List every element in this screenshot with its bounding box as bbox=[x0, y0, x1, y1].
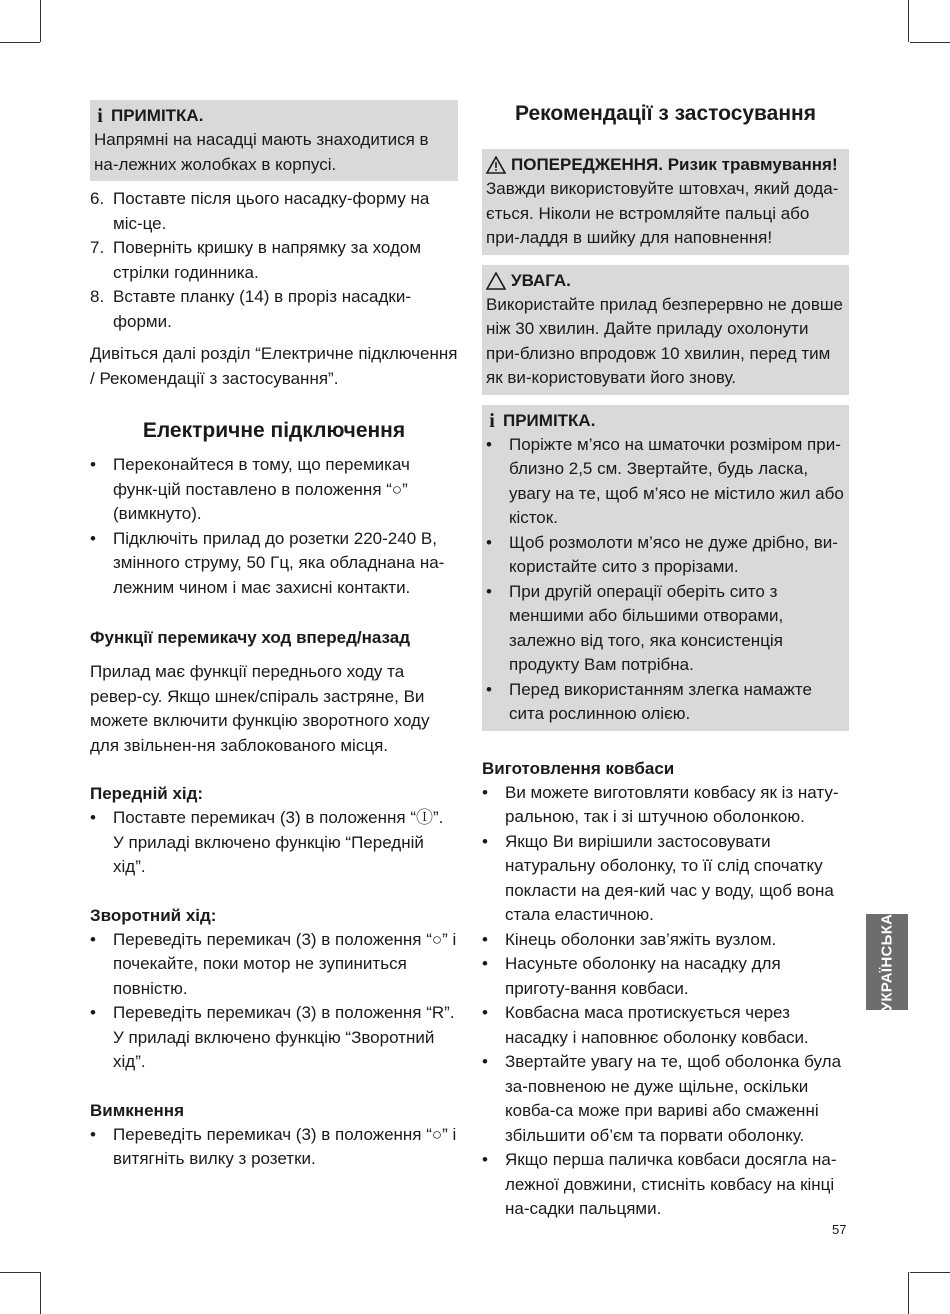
list-item bbox=[482, 928, 849, 953]
item-text: Переведіть перемикач (3) в положення “○” і почекайте, поки мотор не зупиниться повністю. bbox=[113, 929, 457, 998]
item-text: Підключіть прилад до розетки 220-240 В, змінного струму, 50 Гц, яка обладнана на-лежним чином і має захисні контакти. bbox=[113, 528, 445, 597]
list-item bbox=[482, 1050, 849, 1148]
bullet: • bbox=[482, 782, 488, 802]
list-item bbox=[482, 781, 849, 830]
item-text: Поставте перемикач (3) в положення “Ⓘ”. У приладі включено функцію “Передній хід”. bbox=[113, 808, 444, 876]
bullet: • bbox=[482, 929, 488, 949]
note-list bbox=[486, 433, 845, 727]
item-text: Ви можете виготовляти ковбасу як із нату-ральною, так і зі штучною оболонкою. bbox=[505, 782, 839, 826]
list-item bbox=[482, 830, 849, 928]
list-item bbox=[482, 1148, 849, 1222]
usage-heading: Рекомендації з застосування bbox=[515, 102, 816, 125]
note-text: Напрямні на насадці мають знаходитися в на-лежних жолобках в корпусі. bbox=[94, 130, 429, 174]
page-number: 57 bbox=[832, 1222, 847, 1237]
bullet: • bbox=[482, 954, 488, 973]
step-text: Поставте після цього насадку-форму на міс-це. bbox=[113, 189, 430, 233]
list-item bbox=[482, 1001, 849, 1050]
caution-title-text: УВАГА. bbox=[511, 270, 571, 290]
list-item bbox=[90, 1123, 458, 1172]
item-text: Ковбасна маса протискується через насадку і наповнює оболонку ковбаси. bbox=[505, 1003, 809, 1047]
reverse-list bbox=[90, 928, 458, 1075]
item-text: Якщо перша паличка ковбаси досягла на-лежної довжини, стисніть ковбасу на кінці на-садки пальцями. bbox=[505, 1150, 837, 1218]
note-box bbox=[90, 100, 458, 181]
crop-mark bbox=[908, 0, 909, 42]
bullet: • bbox=[90, 1124, 96, 1144]
item-text: При другій операції оберіть сито з меншими або більшими отворами, залежно від того, яка консистенція продукту Вам потрібна. bbox=[509, 581, 784, 674]
note-title bbox=[486, 409, 845, 433]
bullet: • bbox=[90, 808, 96, 827]
step-text: Поверніть кришку в напрямку за ходом стрілки годинника. bbox=[113, 238, 422, 282]
note-title-text: ПРИМІТКА. bbox=[111, 106, 204, 125]
reverse-heading: Зворотний хід: bbox=[90, 905, 217, 925]
off-heading: Вимкнення bbox=[90, 1100, 184, 1120]
functions-text: Прилад має функції переднього ходу та ревер-су. Якщо шнек/спіраль застряне, Ви можете включити функцію зворотного ходу для звільнен-ня заблокованого місця. bbox=[90, 662, 430, 755]
list-item bbox=[486, 433, 845, 531]
list-item bbox=[90, 928, 458, 1002]
warning-text: Завжди використовуйте штовхач, який дода-ється. Ніколи не встромляйте пальці або при-ладдя в шийку для наповнення! bbox=[486, 179, 839, 247]
sausage-list bbox=[482, 781, 849, 1222]
electric-list bbox=[90, 453, 458, 600]
list-item bbox=[90, 1001, 458, 1075]
list-item bbox=[486, 580, 845, 678]
see-also-text: Дивіться далі розділ “Електричне підключення / Рекомендації з застосування”. bbox=[90, 344, 458, 388]
step-number: 8. bbox=[90, 287, 105, 306]
warning-title-text: ПОПЕРЕДЖЕННЯ. Ризик травмування! bbox=[511, 155, 838, 174]
crop-mark bbox=[0, 42, 40, 43]
warning-box bbox=[482, 149, 849, 255]
item-text: Щоб розмолоти м’ясо не дуже дрібно, ви-користайте сито з прорізами. bbox=[509, 532, 838, 576]
item-text: Якщо Ви вирішили застосовувати натуральну оболонку, то її слід спочатку покласти на дея-кий час у воду, щоб вона стала еластичною. bbox=[505, 831, 834, 924]
caution-icon bbox=[486, 272, 506, 290]
forward-list bbox=[90, 806, 458, 880]
left-column bbox=[90, 100, 458, 1172]
crop-mark bbox=[910, 42, 950, 43]
crop-mark bbox=[908, 1272, 909, 1314]
bullet: • bbox=[486, 532, 492, 552]
step-text: Вставте планку (14) в проріз насадки-форми. bbox=[113, 287, 412, 331]
caution-box bbox=[482, 265, 849, 395]
language-tab-label: УКРАЇНСЬКА bbox=[878, 913, 896, 1011]
caution-text: Використайте прилад безперервно не довше ніж 30 хвилин. Дайте приладу охолонути при-близно впродовж 10 хвилин, перед тим як ви-користовувати його знову. bbox=[486, 294, 843, 387]
step-item bbox=[90, 236, 458, 285]
crop-mark bbox=[0, 1272, 40, 1273]
note-title bbox=[94, 104, 454, 128]
bullet: • bbox=[482, 831, 488, 851]
step-item bbox=[90, 285, 458, 334]
item-text: Переведіть перемикач (3) в положення “R”. У приладі включено функцію “Зворотний хід”. bbox=[113, 1003, 455, 1071]
bullet: • bbox=[482, 1150, 488, 1169]
bullet: • bbox=[486, 679, 492, 699]
right-column bbox=[482, 100, 849, 1222]
item-text: Переведіть перемикач (3) в положення “○” і витягніть вилку з розетки. bbox=[113, 1124, 457, 1168]
item-text: Перед використанням злегка намажте сита рослинною олією. bbox=[509, 679, 812, 723]
list-item bbox=[486, 531, 845, 580]
off-list bbox=[90, 1123, 458, 1172]
warning-icon bbox=[486, 156, 506, 174]
bullet: • bbox=[482, 1003, 488, 1022]
note-box-right bbox=[482, 405, 849, 731]
item-text: Поріжте м’ясо на шматочки розміром при-близно 2,5 см. Звертайте, будь ласка, увагу на те, щоб м’ясо не містило жил або кісток. bbox=[509, 434, 844, 527]
bullet: • bbox=[90, 528, 96, 548]
bullet: • bbox=[90, 1003, 96, 1022]
sausage-heading: Виготовлення ковбаси bbox=[482, 758, 675, 778]
forward-heading: Передній хід: bbox=[90, 784, 204, 803]
bullet: • bbox=[90, 455, 96, 474]
bullet: • bbox=[90, 929, 96, 949]
crop-mark bbox=[40, 1272, 41, 1314]
electric-heading: Електричне підключення bbox=[142, 419, 406, 442]
step-number: 6. bbox=[90, 189, 105, 208]
functions-heading: Функції перемикачу ход вперед/назад bbox=[90, 628, 411, 647]
item-text: Насуньте оболонку на насадку для приготу-вання ковбаси. bbox=[505, 954, 781, 998]
step-number: 7. bbox=[90, 238, 105, 257]
list-item bbox=[486, 678, 845, 727]
item-text: Звертайте увагу на те, щоб оболонка була за-повненою не дуже щільне, оскільки ковба-са може при вариві або смаженні збільшити об’єм та порвати оболонку. bbox=[505, 1052, 842, 1145]
list-item bbox=[90, 527, 458, 601]
warning-title bbox=[486, 153, 845, 177]
note-title-text: ПРИМІТКА. bbox=[503, 410, 596, 430]
language-tab bbox=[866, 914, 908, 1010]
crop-mark bbox=[910, 1272, 950, 1273]
crop-mark bbox=[40, 0, 41, 42]
steps-list bbox=[90, 187, 458, 334]
list-item bbox=[90, 453, 458, 527]
info-icon: i bbox=[97, 105, 103, 127]
step-item bbox=[90, 187, 458, 236]
caution-title bbox=[486, 269, 845, 293]
bullet: • bbox=[486, 581, 492, 601]
item-text: Кінець оболонки зав’яжіть вузлом. bbox=[505, 929, 777, 949]
list-item bbox=[90, 806, 458, 880]
item-text: Переконайтеся в тому, що перемикач функ-цій поставлено в положення “○” (вимкнуто). bbox=[113, 455, 410, 523]
bullet: • bbox=[482, 1052, 488, 1071]
bullet: • bbox=[486, 434, 492, 454]
info-icon: i bbox=[489, 409, 495, 432]
list-item bbox=[482, 952, 849, 1001]
